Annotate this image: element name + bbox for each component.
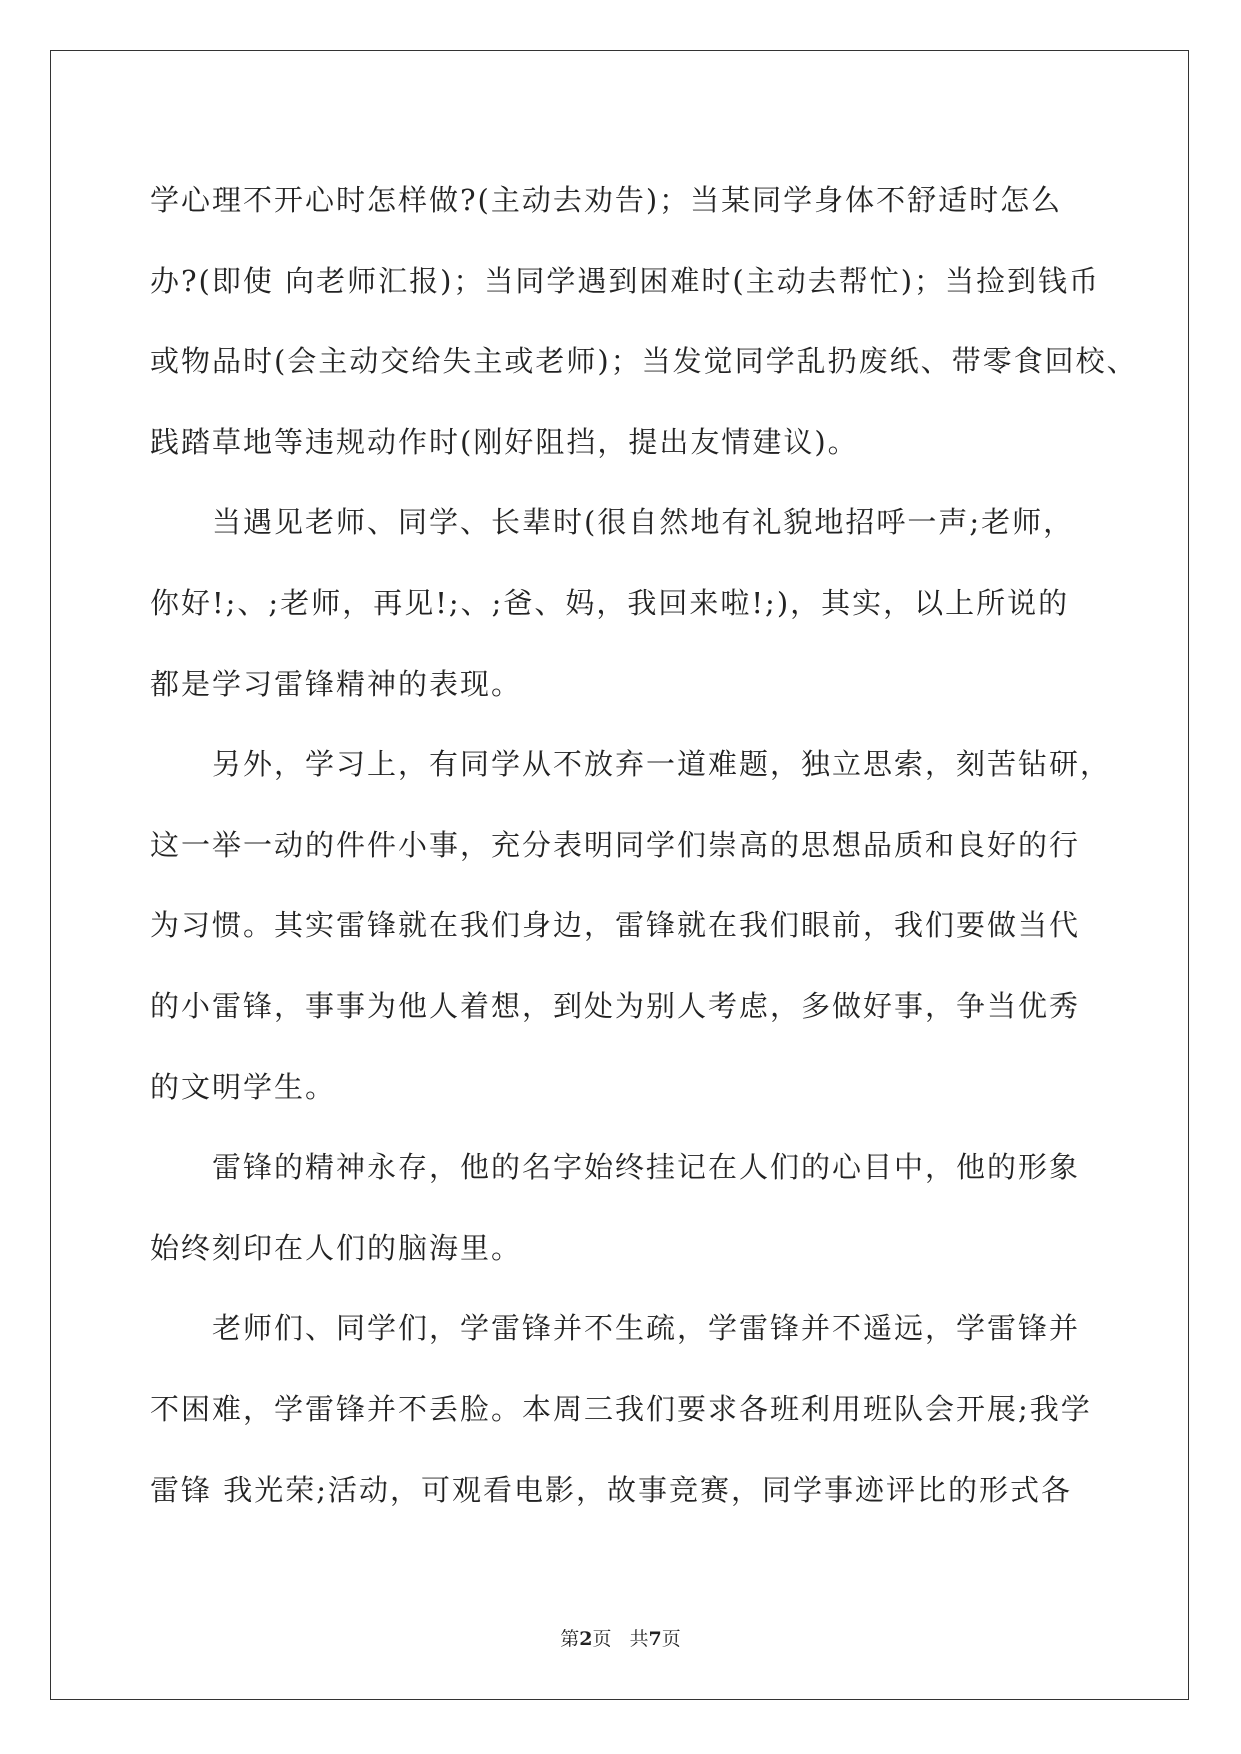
total-pages: 7 [648, 1628, 662, 1650]
page-suffix: 页 [592, 1628, 612, 1650]
page-number: 2 [579, 1628, 593, 1650]
text-line: 的小雷锋，事事为他人着想，到处为别人考虑，多做好事，争当优秀 [150, 988, 1081, 1023]
text-line: 始终刻印在人们的脑海里。 [150, 1230, 523, 1265]
text-line: 雷锋 我光荣;活动，可观看电影，故事竞赛，同学事迹评比的形式各 [150, 1472, 1072, 1507]
paragraph-first-line: 雷锋的精神永存，他的名字始终挂记在人们的心目中，他的形象 [212, 1150, 1081, 1185]
text-line: 你好!;、;老师，再见!;、;爸、妈，我回来啦!;)，其实，以上所说的 [150, 585, 1070, 620]
text-line: 办?(即使 向老师汇报)；当同学遇到困难时(主动去帮忙)；当捡到钱币 [150, 263, 1101, 298]
page-footer [0, 1624, 1241, 1651]
text-line: 或物品时(会主动交给失主或老师)；当发觉同学乱扔废纸、带零食回校、 [150, 344, 1138, 379]
text-line: 为习惯。其实雷锋就在我们身边，雷锋就在我们眼前，我们要做当代 [150, 908, 1081, 943]
text-line: 都是学习雷锋精神的表现。 [150, 666, 523, 701]
text-line: 不困难，学雷锋并不丢脸。本周三我们要求各班利用班队会开展;我学 [150, 1391, 1092, 1426]
text-line: 践踏草地等违规动作时(刚好阻挡，提出友情建议)。 [150, 424, 859, 459]
total-suffix: 页 [661, 1628, 681, 1650]
text-line: 学心理不开心时怎样做?(主动去劝告)；当某同学身体不舒适时怎么 [150, 183, 1063, 217]
page-prefix: 第 [560, 1628, 580, 1650]
total-prefix: 共 [629, 1628, 649, 1650]
document-body [150, 160, 1138, 1530]
text-line: 这一举一动的件件小事，充分表明同学们崇高的思想品质和良好的行 [150, 827, 1081, 862]
paragraph-first-line: 当遇见老师、同学、长辈时(很自然地有礼貌地招呼一声;老师， [212, 505, 1075, 540]
paragraph-first-line: 老师们、同学们，学雷锋并不生疏，学雷锋并不遥远，学雷锋并 [212, 1311, 1081, 1346]
text-line: 的文明学生。 [150, 1069, 337, 1104]
paragraph-first-line: 另外，学习上，有同学从不放弃一道难题，独立思索，刻苦钻研， [212, 747, 1112, 782]
